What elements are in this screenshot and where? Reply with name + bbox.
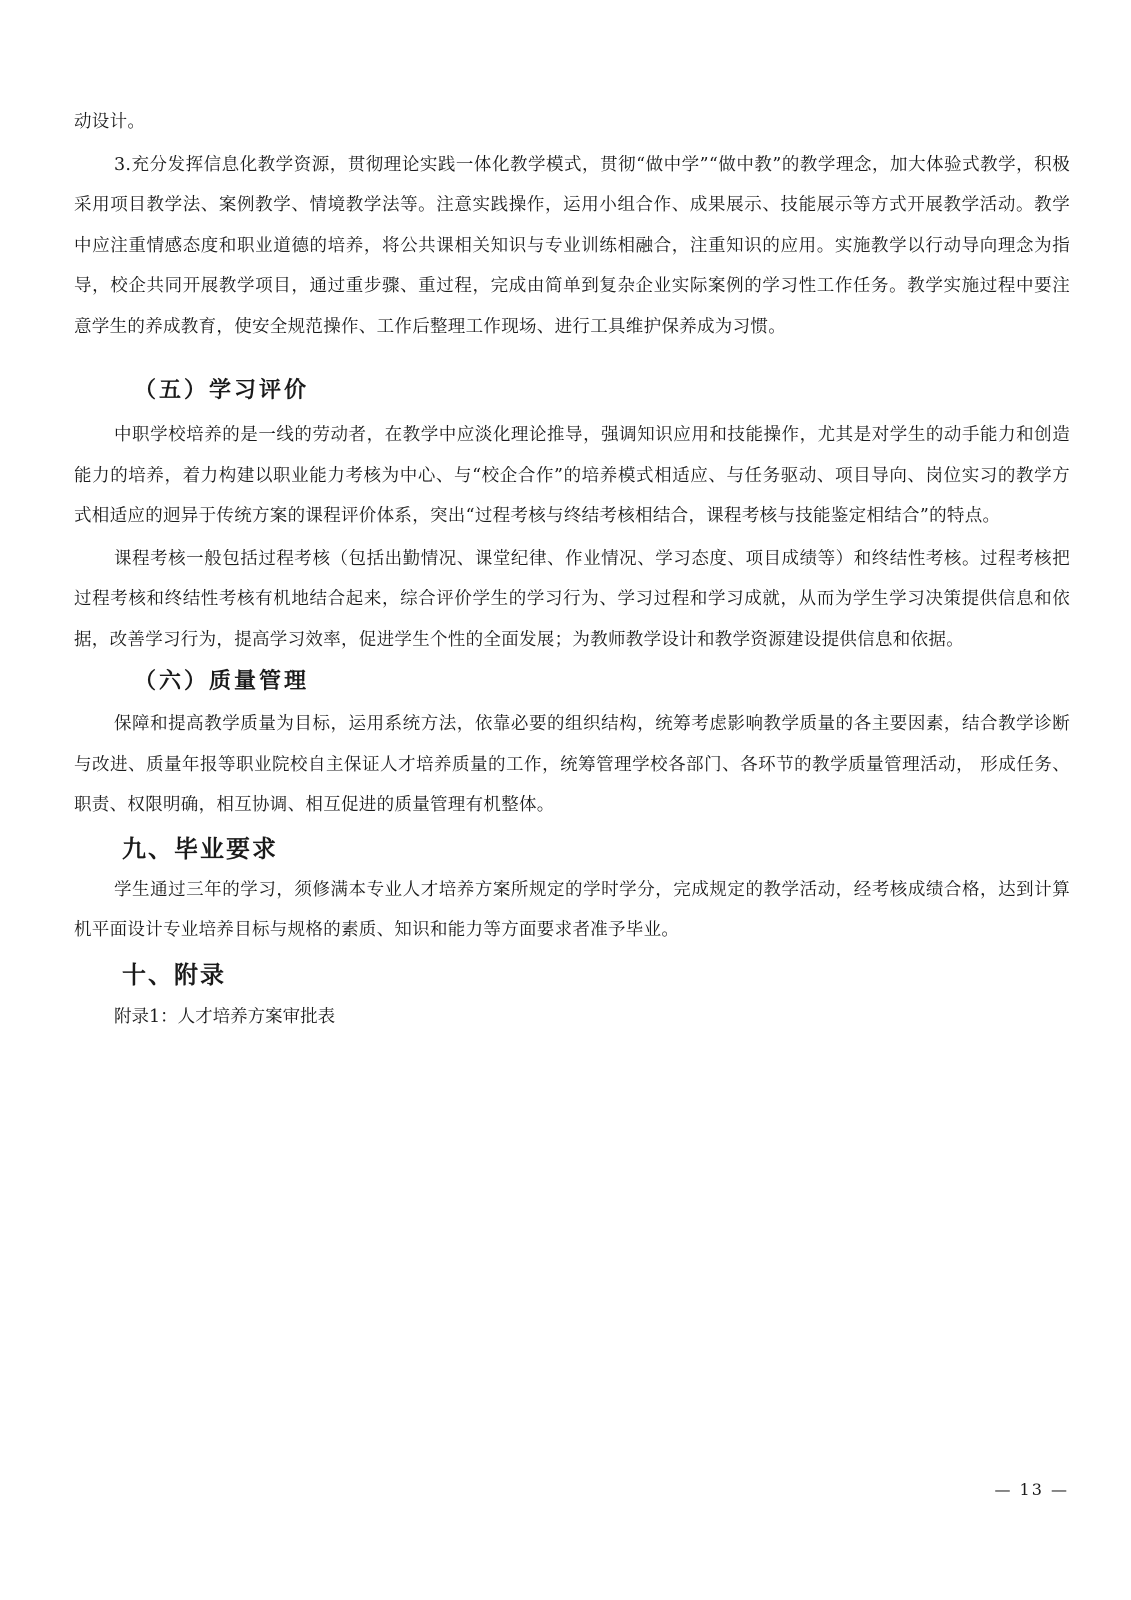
appendix-item-1: 附录1：人才培养方案审批表 [114,1006,336,1027]
top-fragment: 动设计。 [74,112,146,132]
section-heading-evaluation: （五）学习评价 [134,378,310,403]
section-heading-graduation: 九、毕业要求 [122,834,278,863]
evaluation-paragraph-2: 课程考核一般包括过程考核（包括出勤情况、课堂纪律、作业情况、学习态度、项目成绩等）和终结性考核。过程考核把过程考核和终结性考核有机地结合起来，综合评价学生的学习行为、学习过程和学习成就，从而为学生学习决策提供信息和依据，改善学习行为，提高学习效率，促进学生个性的全面发展；为教师教学设计和教学资源建设提供信息和依据。 [74,548,1070,650]
evaluation-paragraph-1: 中职学校培养的是一线的劳动者，在教学中应淡化理论推导，强调知识应用和技能操作，尤其是对学生的动手能力和创造能力的培养，着力构建以职业能力考核为中心、与“校企合作”的培养模式相适应、与任务驱动、项目导向、岗位实习的教学方式相适应的迥异于传统方案的课程评价体系，突出“过程考核与终结考核相结合，课程考核与技能鉴定相结合”的特点。 [74,425,1070,526]
section-heading-appendix: 十、附录 [122,960,226,989]
teaching-paragraph-3: 3.充分发挥信息化教学资源，贯彻理论实践一体化教学模式，贯彻“做中学”“做中教”的教学理念，加大体验式教学，积极采用项目教学法、案例教学、情境教学法等。注意实践操作，运用小组合作、成果展示、技能展示等方式开展教学活动。教学中应注重情感态度和职业道德的培养，将公共课相关知识与专业训练相融合，注重知识的应用。实施教学以行动导向理念为指导，校企共同开展教学项目，通过重步骤、重过程，完成由简单到复杂企业实际案例的学习性工作任务。教学实施过程中要注意学生的养成教育，使安全规范操作、工作后整理工作现场、进行工具维护保养成为习惯。 [74,154,1070,337]
section-heading-quality: （六）质量管理 [134,669,310,694]
quality-paragraph-1: 保障和提高教学质量为目标，运用系统方法，依靠必要的组织结构，统筹考虑影响教学质量的各主要因素，结合教学诊断与改进、质量年报等职业院校自主保证人才培养质量的工作，统筹管理学校各部门、各环节的教学质量管理活动， 形成任务、职责、权限明确，相互协调、相互促进的质量管理有机整体。 [74,714,1070,815]
page-content [74,102,1070,1037]
graduation-paragraph-1: 学生通过三年的学习，须修满本专业人才培养方案所规定的学时学分，完成规定的教学活动，经考核成绩合格，达到计算机平面设计专业培养目标与规格的素质、知识和能力等方面要求者准予毕业。 [74,879,1070,940]
page-number: — 13 — [994,1480,1069,1499]
